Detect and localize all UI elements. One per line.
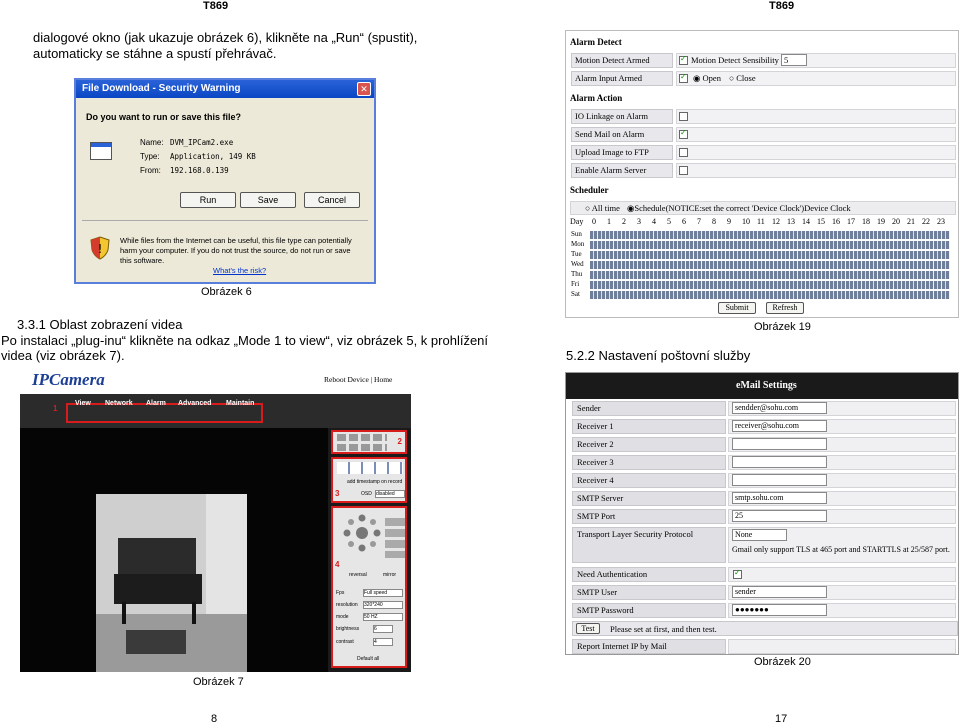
ipcamera-screenshot bbox=[20, 368, 411, 672]
layout-buttons[interactable] bbox=[337, 462, 403, 474]
hour-label: 7 bbox=[697, 217, 701, 226]
name-value: DVM_IPCam2.exe bbox=[170, 138, 234, 147]
hour-label: 2 bbox=[622, 217, 626, 226]
day-label: Sat bbox=[571, 290, 580, 298]
marker-3: 3 bbox=[335, 489, 340, 498]
day-label: Wed bbox=[571, 260, 584, 268]
day-label: Mon bbox=[571, 240, 585, 248]
schedule-label: Schedule(NOTICE:set the correct 'Device Clock')Device Clock bbox=[634, 203, 851, 213]
fps-label: Fps bbox=[336, 590, 345, 596]
day-header: Day bbox=[570, 217, 584, 226]
send-mail-checkbox[interactable] bbox=[679, 130, 688, 139]
receiver4-input[interactable] bbox=[732, 474, 827, 486]
type-value: Application, 149 KB bbox=[170, 152, 256, 161]
upload-ftp-label: Upload Image to FTP bbox=[571, 145, 673, 160]
section-331-heading: 3.3.1 Oblast zobrazení videa bbox=[17, 317, 183, 332]
resolution-select[interactable]: 320*240 bbox=[363, 601, 403, 609]
reversal-label: reversal bbox=[349, 572, 367, 578]
day-label: Tue bbox=[571, 250, 582, 258]
cancel-button[interactable]: Cancel bbox=[304, 192, 360, 208]
smtp-server-label: SMTP Server bbox=[572, 491, 726, 506]
hour-headers bbox=[570, 217, 956, 229]
figure20-caption: Obrázek 20 bbox=[754, 656, 811, 668]
intro-line2: automaticky se stáhne a spustí přehrávač. bbox=[33, 46, 277, 61]
hour-label: 6 bbox=[682, 217, 686, 226]
open-radio[interactable]: ◉ Open bbox=[693, 73, 721, 83]
figure19-caption: Obrázek 19 bbox=[754, 321, 811, 333]
test-note: Please set at first, and then test. bbox=[610, 624, 717, 634]
save-button[interactable]: Save bbox=[240, 192, 296, 208]
smtp-server-input[interactable]: smtp.sohu.com bbox=[732, 492, 827, 504]
receiver3-input[interactable] bbox=[732, 456, 827, 468]
schedule-grid[interactable] bbox=[570, 217, 956, 307]
hour-label: 17 bbox=[847, 217, 855, 226]
need-auth-checkbox[interactable] bbox=[733, 570, 742, 579]
nav-view[interactable]: View bbox=[75, 400, 91, 407]
close-icon[interactable]: ✕ bbox=[357, 82, 371, 96]
run-button[interactable]: Run bbox=[180, 192, 236, 208]
figure6-caption: Obrázek 6 bbox=[201, 286, 252, 298]
section-331-line2: videa (viz obrázek 7). bbox=[1, 348, 125, 363]
day-schedule-row[interactable] bbox=[590, 291, 950, 299]
default-all-button[interactable]: Default all bbox=[357, 656, 380, 662]
smtp-password-label: SMTP Password bbox=[572, 603, 726, 618]
osd-select[interactable]: disabled bbox=[375, 490, 405, 498]
type-label: Type: bbox=[140, 152, 160, 161]
hour-label: 21 bbox=[907, 217, 915, 226]
hour-label: 16 bbox=[832, 217, 840, 226]
alarm-server-checkbox[interactable] bbox=[679, 166, 688, 175]
report-ip-label: Report Internet IP by Mail bbox=[572, 639, 726, 654]
marker-2: 2 bbox=[397, 437, 402, 446]
day-schedule-row[interactable] bbox=[590, 231, 950, 239]
hour-label: 9 bbox=[727, 217, 731, 226]
day-label: Sun bbox=[571, 230, 582, 238]
hour-label: 11 bbox=[757, 217, 765, 226]
mode-select[interactable]: 50 HZ bbox=[363, 613, 403, 621]
ipcamera-logo: IPCamera bbox=[32, 370, 105, 389]
mirror-label: mirror bbox=[383, 572, 397, 578]
sender-input[interactable]: sendder@sohu.com bbox=[732, 402, 827, 414]
close-label: Close bbox=[736, 73, 756, 83]
alarm-server-label: Enable Alarm Server bbox=[571, 163, 673, 178]
open-label: Open bbox=[702, 73, 721, 83]
motion-row bbox=[676, 53, 956, 68]
camera-settings-box bbox=[331, 506, 407, 668]
warning-text: While files from the Internet can be useful, this file type can potentially harm your computer. If you do not trust the source, do not run or save this software. bbox=[120, 236, 352, 265]
application-icon bbox=[90, 142, 112, 160]
smtp-port-input[interactable]: 25 bbox=[732, 510, 827, 522]
hour-label: 10 bbox=[742, 217, 750, 226]
email-settings-panel bbox=[565, 372, 959, 655]
preset-buttons[interactable] bbox=[337, 434, 387, 441]
figure7-caption: Obrázek 7 bbox=[193, 676, 244, 688]
brightness-label: brightness bbox=[336, 626, 360, 632]
contrast-value[interactable]: 4 bbox=[373, 638, 393, 646]
day-schedule-row[interactable] bbox=[590, 281, 950, 289]
hour-label: 3 bbox=[637, 217, 641, 226]
from-label: From: bbox=[140, 166, 161, 175]
hour-label: 22 bbox=[922, 217, 930, 226]
shield-icon bbox=[90, 236, 110, 260]
brightness-value[interactable]: 6 bbox=[373, 625, 393, 633]
header-right: T869 bbox=[769, 0, 795, 12]
marker-1: 1 bbox=[53, 404, 58, 413]
intro-line1: dialogové okno (jak ukazuje obrázek 6), klikněte na „Run“ (spustit), bbox=[33, 30, 418, 45]
day-schedule-row[interactable] bbox=[590, 251, 950, 259]
hour-label: 23 bbox=[937, 217, 945, 226]
hour-label: 14 bbox=[802, 217, 810, 226]
video-frame bbox=[96, 494, 247, 672]
tls-note: Gmail only support TLS at 465 port and STARTTLS at 25/587 port. bbox=[732, 545, 950, 554]
ptz-direction-pad[interactable] bbox=[343, 514, 381, 552]
close-radio[interactable]: ○ Close bbox=[729, 73, 756, 83]
receiver4-label: Receiver 4 bbox=[572, 473, 726, 488]
receiver3-label: Receiver 3 bbox=[572, 455, 726, 470]
nav-network[interactable]: Network bbox=[105, 400, 133, 407]
smtp-user-label: SMTP User bbox=[572, 585, 726, 600]
marker-4: 4 bbox=[335, 560, 340, 569]
nav-maintain[interactable]: Maintain bbox=[226, 400, 255, 407]
hour-label: 5 bbox=[667, 217, 671, 226]
upload-ftp-checkbox[interactable] bbox=[679, 148, 688, 157]
hour-label: 12 bbox=[772, 217, 780, 226]
header-left: T869 bbox=[203, 0, 229, 12]
section-331-line1: Po instalaci „plug-inu“ klikněte na odkaz „Mode 1 to view“, viz obrázek 5, k prohlížení bbox=[1, 333, 489, 348]
all-time-radio[interactable]: ○ All time bbox=[585, 203, 620, 213]
hour-label: 18 bbox=[862, 217, 870, 226]
from-value: 192.168.0.139 bbox=[170, 166, 229, 175]
io-linkage-label: IO Linkage on Alarm bbox=[571, 109, 673, 124]
hour-label: 4 bbox=[652, 217, 656, 226]
tls-select[interactable]: None bbox=[732, 529, 787, 541]
sensitivity-select[interactable]: 5 bbox=[781, 54, 807, 66]
motion-sens-label: Motion Detect Sensibility bbox=[691, 55, 779, 65]
input-row bbox=[676, 71, 956, 86]
motion-armed-label: Motion Detect Armed bbox=[571, 53, 673, 68]
layout-options-box bbox=[331, 457, 407, 503]
hour-label: 1 bbox=[607, 217, 611, 226]
hour-label: 15 bbox=[817, 217, 825, 226]
hour-label: 13 bbox=[787, 217, 795, 226]
all-time-label: All time bbox=[591, 203, 620, 213]
preset-buttons-row2[interactable] bbox=[337, 444, 387, 451]
input-armed-label: Alarm Input Armed bbox=[571, 71, 673, 86]
day-schedule-row[interactable] bbox=[590, 261, 950, 269]
submit-button[interactable]: Submit bbox=[718, 302, 756, 314]
day-schedule-row[interactable] bbox=[590, 241, 950, 249]
svg-text:!: ! bbox=[97, 242, 103, 256]
day-label: Fri bbox=[571, 280, 580, 288]
dialog-title: File Download - Security Warning bbox=[76, 80, 374, 98]
smtp-user-input[interactable]: sender bbox=[732, 586, 827, 598]
nav-alarm[interactable]: Alarm bbox=[146, 400, 166, 407]
smtp-password-input[interactable]: ●●●●●●● bbox=[732, 604, 827, 616]
timestamp-label: add timestamp on record bbox=[347, 479, 403, 485]
control-panel bbox=[328, 428, 411, 672]
contrast-label: contrast bbox=[336, 639, 354, 645]
refresh-button[interactable]: Refresh bbox=[766, 302, 804, 314]
hour-label: 20 bbox=[892, 217, 900, 226]
nav-bar bbox=[20, 394, 411, 430]
io-linkage-checkbox[interactable] bbox=[679, 112, 688, 121]
hour-label: 0 bbox=[592, 217, 596, 226]
dialog-question: Do you want to run or save this file? bbox=[86, 112, 242, 122]
scheduler-heading: Scheduler bbox=[570, 185, 609, 195]
mode-label: mode bbox=[336, 614, 349, 620]
resolution-label: resolution bbox=[336, 602, 358, 608]
zoom-buttons[interactable] bbox=[385, 518, 405, 558]
hour-label: 19 bbox=[877, 217, 885, 226]
alarm-detect-heading: Alarm Detect bbox=[570, 37, 622, 47]
receiver2-label: Receiver 2 bbox=[572, 437, 726, 452]
need-auth-label: Need Authentication bbox=[572, 567, 726, 582]
motion-armed-checkbox[interactable] bbox=[679, 56, 688, 65]
receiver1-label: Receiver 1 bbox=[572, 419, 726, 434]
name-label: Name: bbox=[140, 138, 164, 147]
smtp-port-label: SMTP Port bbox=[572, 509, 726, 524]
test-button[interactable]: Test bbox=[576, 623, 600, 634]
ptz-buttons-box bbox=[331, 430, 407, 454]
day-rows bbox=[570, 230, 956, 300]
video-area bbox=[20, 428, 328, 672]
page-number-right: 17 bbox=[775, 713, 788, 725]
divider bbox=[82, 220, 368, 221]
top-links[interactable]: Reboot Device | Home bbox=[324, 375, 393, 384]
alarm-action-heading: Alarm Action bbox=[570, 93, 623, 103]
section-522-heading: 5.2.2 Nastavení poštovní služby bbox=[566, 348, 751, 363]
security-warning-dialog bbox=[74, 78, 376, 284]
input-armed-checkbox[interactable] bbox=[679, 74, 688, 83]
sender-label: Sender bbox=[572, 401, 726, 416]
receiver2-input[interactable] bbox=[732, 438, 827, 450]
osd-label: OSD bbox=[361, 491, 372, 497]
day-schedule-row[interactable] bbox=[590, 271, 950, 279]
hour-label: 8 bbox=[712, 217, 716, 226]
page-number-left: 8 bbox=[211, 713, 218, 725]
nav-advanced[interactable]: Advanced bbox=[178, 400, 212, 407]
send-mail-label: Send Mail on Alarm bbox=[571, 127, 673, 142]
alarm-settings-panel bbox=[565, 30, 959, 318]
tls-label: Transport Layer Security Protocol bbox=[572, 527, 726, 563]
risk-link[interactable]: What's the risk? bbox=[213, 266, 267, 275]
email-settings-title: eMail Settings bbox=[566, 373, 958, 399]
receiver1-input[interactable]: receiver@sohu.com bbox=[732, 420, 827, 432]
schedule-mode-row bbox=[570, 201, 956, 215]
day-label: Thu bbox=[571, 270, 583, 278]
schedule-radio[interactable]: ◉Schedule(NOTICE:set the correct 'Device Clock')Device Clock bbox=[627, 203, 851, 213]
fps-select[interactable]: Full speed bbox=[363, 589, 403, 597]
